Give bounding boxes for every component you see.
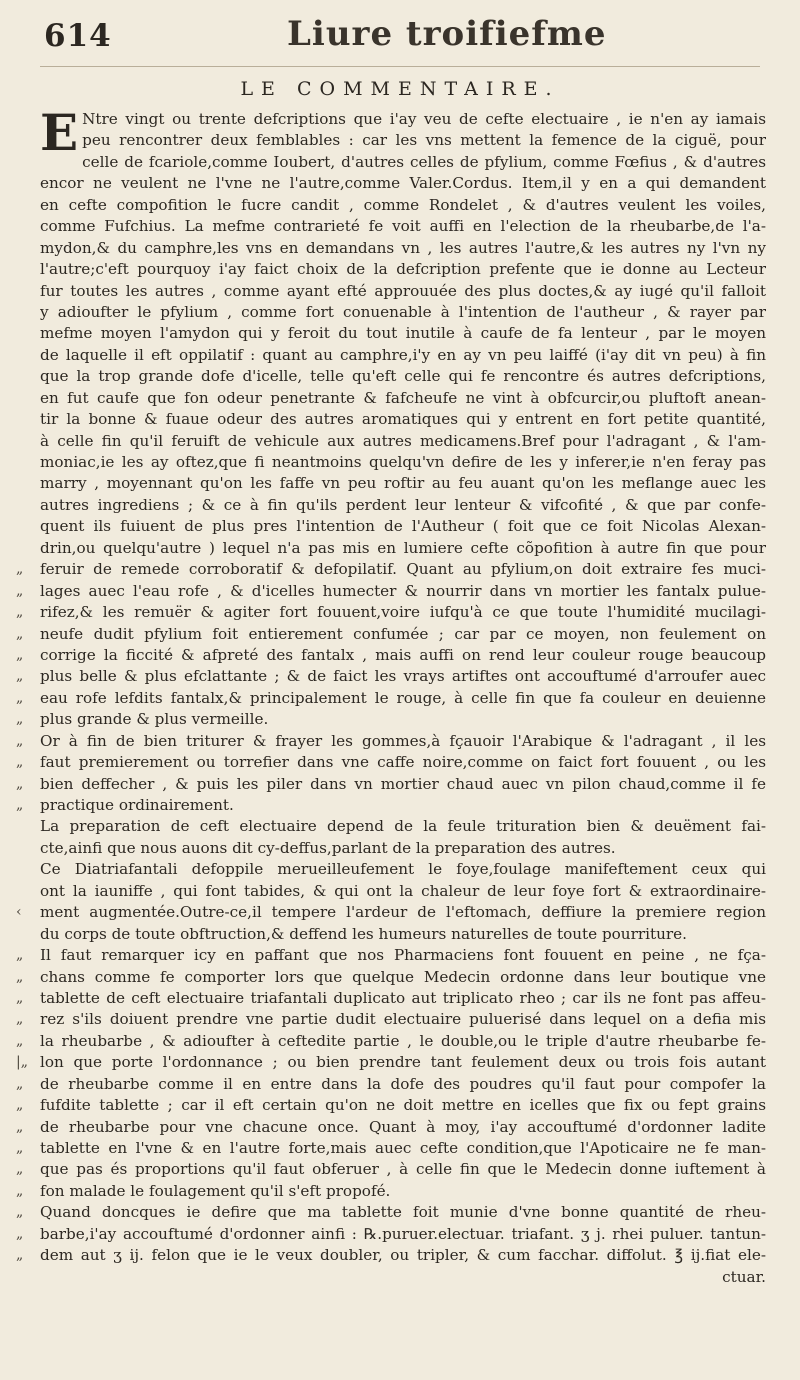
text-line <box>40 816 766 837</box>
text-line <box>40 431 766 452</box>
line-text: tablette en l'vne & en l'autre forte,mais auec cefte condition,que l'Apoticaire ne fe man- <box>40 1139 766 1157</box>
line-text: practique ordinairement. <box>40 796 234 814</box>
margin-quote-mark: „ <box>16 1140 24 1156</box>
line-text: plus belle & plus efclattante ; & de faict les vrays artiftes ont accouftumé d'arroufer auec <box>40 667 766 686</box>
line-text: mydon,& du camphre,les vns en demandans vn , les autres l'autre,& les autres ny l'vn ny <box>40 238 766 257</box>
line-text: encor ne veulent ne l'vne ne l'autre,comme Valer.Cordus. Item,il y en a qui demandent <box>40 174 766 193</box>
margin-quote-mark: „ <box>16 711 24 728</box>
margin-quote-mark: „ <box>16 604 24 621</box>
text-line <box>16 602 766 623</box>
margin-quote-mark: „ <box>16 1097 24 1114</box>
section-title: LE COMMENTAIRE. <box>240 78 560 100</box>
line-text: de laquelle il eft oppilatif : quant au camphre,i'y en ay vn peu laiffé (i'ay dit vn peu) à fin <box>40 345 766 364</box>
text-line <box>16 1224 766 1245</box>
text-line <box>16 1202 766 1223</box>
text-line <box>40 281 766 302</box>
text-line <box>16 752 766 773</box>
line-text: mefme moyen l'amydon qui y feroit du tout inutile à caufe de fa lenteur , par le moyen <box>40 324 766 343</box>
text-line <box>16 945 766 966</box>
margin-quote-mark: „ <box>16 668 24 685</box>
text-line <box>40 838 766 859</box>
line-text: cte,ainfi que nous auons dit cy-deffus,parlant de la preparation des autres. <box>40 838 616 857</box>
text-line <box>16 581 766 602</box>
text-line <box>40 323 766 344</box>
line-text: en fut caufe que fon odeur penetrante & fafcheufe ne vint à obfcurcir,ou pluftoft anean- <box>40 388 766 407</box>
text-line <box>40 388 766 409</box>
line-text: de rheubarbe pour vne chacune once. Quant à moy, i'ay accouftumé d'ordonner ladite <box>40 1117 766 1136</box>
line-text: quent ils fuiuent de plus pres l'intention de l'Autheur ( foit que ce foit Nicolas Alexan- <box>40 517 766 536</box>
line-text: tir la bonne & fuaue odeur des autres aromatiques qui y entrent en fort petite quantité, <box>40 410 766 429</box>
text-line <box>16 709 766 730</box>
page-number: 614 <box>44 18 112 54</box>
margin-quote-mark: „ <box>16 1075 24 1092</box>
line-text: plus grande & plus vermeille. <box>40 710 269 729</box>
text-line <box>40 1267 766 1288</box>
line-text: de rheubarbe comme il en entre dans la dofe des poudres qu'il faut pour compofer la <box>40 1074 766 1093</box>
commentary-body <box>16 103 766 1288</box>
text-line <box>16 624 766 645</box>
line-text: y adioufter le pfylium , comme fort conuenable à l'intention de l'autheur , & rayer par <box>40 302 766 321</box>
text-line <box>16 1095 766 1116</box>
text-line <box>16 731 766 752</box>
text-line <box>40 881 766 902</box>
text-line <box>16 1009 766 1030</box>
line-text: Or à fin de bien triturer & frayer les gommes,à fçauoir l'Arabique & l'adragant , il les <box>40 731 766 750</box>
margin-quote-mark: „ <box>16 1247 24 1264</box>
line-text: ment augmentée.Outre-ce,il tempere l'ardeur de l'eftomach, deffiure la premiere region <box>40 903 766 922</box>
text-line <box>40 473 766 494</box>
header-rule <box>40 66 760 67</box>
text-line <box>16 1074 766 1095</box>
margin-quote-mark: „ <box>16 754 24 771</box>
text-line <box>40 173 766 194</box>
line-text: ont la iauniffe , qui font tabides, & qui ont la chaleur de leur foye fort & extraordinaire- <box>40 881 766 900</box>
line-text: lon que porte l'ordonnance ; ou bien prendre tant feulement deux ou trois fois autant <box>40 1053 766 1072</box>
text-line <box>40 366 766 387</box>
margin-quote-mark: „ <box>16 1011 24 1028</box>
text-line <box>16 1138 766 1159</box>
line-text: que la trop grande dofe d'icelle, telle qu'eft celle qui fe rencontre és autres defcriptions, <box>40 367 766 386</box>
line-text: Quand doncques ie defire que ma tablette foit munie d'vne bonne quantité de rheu- <box>40 1203 766 1222</box>
text-line <box>40 302 766 323</box>
text-line <box>16 795 766 816</box>
margin-quote-mark: „ <box>16 1118 24 1135</box>
line-text: lages auec l'eau rofe , & d'icelles humecter & nourrir dans vn mortier les fantalx pulue- <box>40 581 766 600</box>
running-head: Liure troifiefme <box>287 14 607 54</box>
line-text: drin,ou quelqu'autre ) lequel n'a pas mis en lumiere cefte cõpofition à autre fin que pour <box>40 538 766 557</box>
line-text: comme Fufchius. La mefme contrarieté fe voit auffi en l'election de la rheubarbe,de l'a- <box>40 217 766 236</box>
margin-quote-mark: „ <box>16 775 24 792</box>
line-text: corrige la ficcité & afpreté des fantalx , mais auffi on rend leur couleur rouge beaucoup <box>40 645 766 664</box>
text-line <box>16 1031 766 1052</box>
text-line <box>40 409 766 430</box>
text-line <box>16 1052 766 1073</box>
margin-quote-mark: „ <box>16 1204 24 1221</box>
margin-quote-mark: „ <box>16 1032 24 1049</box>
margin-quote-mark: „ <box>16 561 24 578</box>
line-text: faut premierement ou torrefier dans vne caffe noire,comme on faict fort fouuent , ou les <box>40 753 766 772</box>
line-text: bien deffecher , & puis les piler dans vn mortier chaud auec vn pilon chaud,comme il fe <box>40 774 766 793</box>
text-line <box>16 1117 766 1138</box>
text-line <box>40 538 766 559</box>
text-line <box>16 902 766 923</box>
margin-quote-mark: „ <box>16 625 24 642</box>
line-text: du corps de toute obftruction,& deffend les humeurs naturelles de toute pourriture. <box>40 924 687 943</box>
text-line <box>16 645 766 666</box>
line-text: celle de fcariole,comme Ioubert, d'autres celles de pfylium, comme Fœfius , & d'autres <box>82 152 766 171</box>
line-text: l'autre;c'eft pourquoy i'ay faict choix de la defcription prefente que ie donne au Lecteur <box>40 260 766 279</box>
line-text: marry , moyennant qu'on les faffe vn peu roftir au feu auant qu'on les meflange auec les <box>40 474 766 493</box>
text-line <box>16 1159 766 1180</box>
text-line <box>82 152 766 173</box>
line-text: Ce Diatriafantali defoppile merueilleufement le foye,foulage manifeftement ceux qui <box>40 860 766 879</box>
line-text: autres ingrediens ; & ce à fin qu'ils perdent leur lenteur & vifcofité , & que par confe- <box>40 495 766 514</box>
margin-quote-mark: „ <box>16 968 24 985</box>
line-text: barbe,i'ay accouftumé d'ordonner ainfi : ℞.puruer.electuar. triafant. ʒ j. rhei puluer. tantun- <box>40 1224 766 1243</box>
line-text: en cefte compofition le fucre candit , comme Rondelet , & d'autres veulent les voiles, <box>40 195 766 214</box>
margin-quote-mark: „ <box>16 947 24 964</box>
line-text: feruir de remede corroboratif & defopilatif. Quant au pfylium,on doit extraire fes muci- <box>40 560 766 579</box>
text-line <box>82 130 766 151</box>
text-line <box>40 859 766 880</box>
line-text: rifez,& les remuër & agiter fort fouuent,voire iufqu'à ce que toute l'humidité mucilagi- <box>40 603 766 622</box>
margin-quote-mark: „ <box>16 732 24 749</box>
line-text: à celle fin qu'il feruift de vehicule aux autres medicamens.Bref pour l'adragant , & l'am- <box>40 431 766 450</box>
margin-quote-mark: |„ <box>16 1054 28 1071</box>
line-text: fur toutes les autres , comme ayant efté approuuée des plus doctes,& ay iugé qu'il falloit <box>40 281 766 300</box>
text-line <box>40 516 766 537</box>
margin-quote-mark: „ <box>16 1161 24 1178</box>
margin-quote-mark: „ <box>16 689 24 706</box>
line-text: chans comme fe comporter lors que quelque Medecin ordonne dans leur boutique vne <box>40 967 766 986</box>
line-text: fufdite tablette ; car il eft certain qu'on ne doit mettre en icelles que fix ou fept grains <box>40 1096 766 1115</box>
line-text: Ntre vingt ou trente defcriptions que i'ay veu de cefte electuaire , ie n'en ay iamais <box>82 110 766 128</box>
text-line <box>40 216 766 237</box>
text-line <box>16 559 766 580</box>
margin-quote-mark: „ <box>16 646 24 663</box>
text-line <box>40 238 766 259</box>
margin-quote-mark: „ <box>16 582 24 599</box>
line-text: ctuar. <box>722 1267 766 1286</box>
line-text: dem aut ʒ ij. felon que ie le veux doubler, ou tripler, & cum facchar. diffolut. ℥ ij.fiat ele- <box>40 1246 766 1265</box>
line-text: rez s'ils doiuent prendre vne partie dudit electuaire puluerisé dans lequel on a defia mis <box>40 1010 766 1029</box>
text-line <box>40 924 766 945</box>
margin-quote-mark: „ <box>16 989 24 1006</box>
text-line <box>16 774 766 795</box>
line-text: fon malade le foulagement qu'il s'eft propofé. <box>40 1181 391 1200</box>
line-text: moniac,ie les ay oftez,que fi neantmoins quelqu'vn defire de les y inferer,ie n'en feray pas <box>40 453 766 471</box>
text-line <box>16 967 766 988</box>
margin-quote-mark: ‹ <box>16 904 22 921</box>
text-line <box>40 195 766 216</box>
text-line <box>40 259 766 280</box>
line-text: que pas és proportions qu'il faut obferuer , à celle fin que le Medecin donne iuftement à <box>40 1160 766 1179</box>
text-line <box>16 1245 766 1266</box>
text-line <box>40 452 766 473</box>
drop-capital: E <box>40 103 79 162</box>
text-line <box>16 666 766 687</box>
margin-quote-mark: „ <box>16 797 24 813</box>
text-line <box>40 495 766 516</box>
margin-quote-mark: „ <box>16 1182 24 1199</box>
text-line <box>16 988 766 1009</box>
line-text: Il faut remarquer icy en paffant que nos Pharmaciens font fouuent en peine , ne fça- <box>40 946 766 965</box>
line-text: neufe dudit pfylium foit entierement confumée ; car par ce moyen, non feulement on <box>40 624 766 643</box>
margin-quote-mark: „ <box>16 1225 24 1242</box>
line-text: tablette de ceft electuaire triafantali duplicato aut triplicato rheo ; car ils ne font pas affeu- <box>40 988 766 1007</box>
line-text: la rheubarbe , & adioufter à ceftedite partie , le double,ou le triple d'autre rheubarbe fe- <box>40 1031 766 1050</box>
line-text: eau rofe lefdits fantalx,& principalement le rouge, à celle fin que fa couleur en deuienne <box>40 688 766 707</box>
line-text: peu rencontrer deux femblables : car les vns mettent la femence de la ciguë, pour <box>82 131 766 150</box>
text-line <box>16 688 766 709</box>
line-text: La preparation de ceft electuaire depend de la feule trituration bien & deuëment fai- <box>40 817 766 836</box>
text-line <box>40 345 766 366</box>
text-line <box>82 109 766 130</box>
text-line <box>16 1181 766 1202</box>
